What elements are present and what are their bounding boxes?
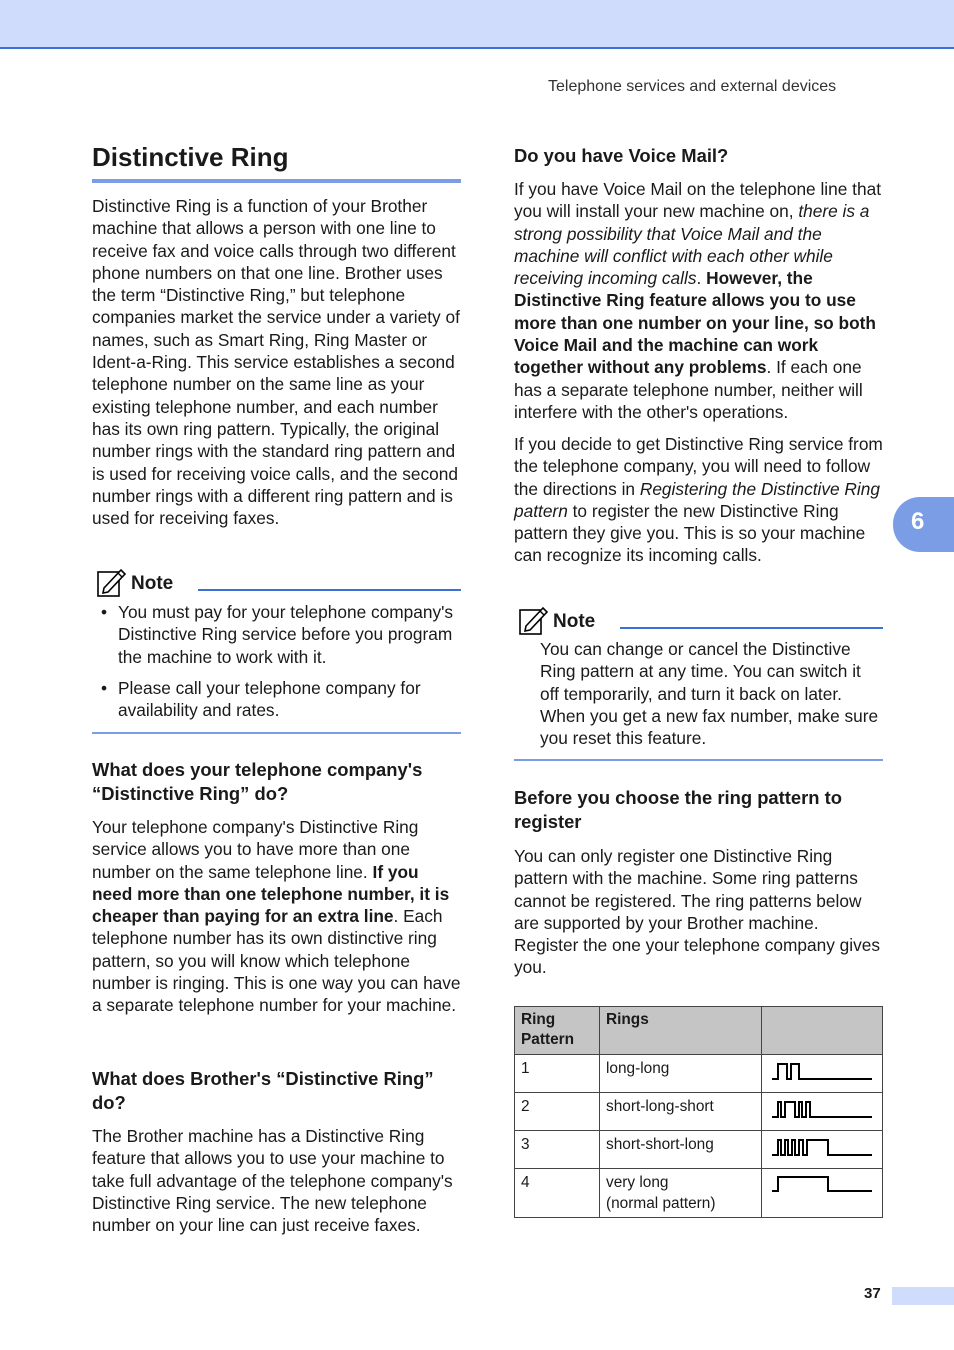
table-row xyxy=(515,1169,883,1218)
note-bullet-item xyxy=(101,601,462,668)
column-header-ring-pattern: Ring Pattern xyxy=(515,1007,600,1055)
ring-description: short-short-long xyxy=(600,1131,762,1169)
registering-link-text: Registering the Distinctive Ring pattern xyxy=(514,478,880,521)
register-paragraph: You can only register one Distinctive Ring pattern with the machine. Some ring patterns cannot be registered. The ring patterns below are supported by your Brother machine. Register the one your telephone company gives you. xyxy=(514,846,881,978)
vm-text: . xyxy=(696,268,707,289)
ring-waveform-cell xyxy=(762,1131,883,1169)
company-heading: What does your telephone company's “Distinctive Ring” do? xyxy=(92,759,423,804)
note-bottom-rule xyxy=(514,759,883,761)
ring-description: very long (normal pattern) xyxy=(600,1169,762,1218)
intro-paragraph: Distinctive Ring is a function of your Brother machine that allows a person with one line to receive fax and voice calls through two different phone numbers on that one line. Brother uses the term “Distinctive Ring,” but telephone companies market the service under a variety of names, such as Smart Ring, Ring Master or Ident-a-Ring. This service establishes a second telephone number on the same line as your existing telephone number, and each number has its own ring pattern. Typically, the original number rings with the standard ring pattern and is used for receiving voice calls, and the second number rings with a different ring pattern and is used for receiving faxes. xyxy=(92,196,460,529)
ring-pattern-number: 4 xyxy=(515,1169,600,1218)
note-bottom-rule xyxy=(92,732,461,734)
vm-text: If you decide to get Distinctive Ring service from the telephone company, you will need to follow the directions in xyxy=(514,434,883,499)
note-bullet-item xyxy=(101,677,462,722)
note-paragraph-right: You can change or cancel the Distinctive Ring pattern at any time. You can switch it off temporarily, and turn it back on later. When you get a new fax number, make sure you reset this feature. xyxy=(540,639,879,749)
table-header-row xyxy=(515,1007,883,1055)
short-short-long-waveform-icon xyxy=(762,1131,882,1162)
note-bullet-text: Please call your telephone company for availability and rates. xyxy=(118,678,421,721)
note-pencil-icon xyxy=(95,566,127,598)
chapter-number: 6 xyxy=(911,508,925,535)
ring-pattern-number: 3 xyxy=(515,1131,600,1169)
voicemail-paragraph-1 xyxy=(514,178,884,423)
company-paragraph xyxy=(92,816,462,1017)
note-bullet-text: You must pay for your telephone company's Distinctive Ring service before you program the machine to work with it. xyxy=(118,602,454,667)
top-header-band xyxy=(0,0,954,49)
note-label: Note xyxy=(131,573,174,594)
ring-description: long-long xyxy=(600,1055,762,1093)
long-long-waveform-icon xyxy=(762,1055,882,1086)
ring-description: short-long-short xyxy=(600,1093,762,1131)
ring-pattern-number: 2 xyxy=(515,1093,600,1131)
page-number: 37 xyxy=(864,1285,881,1302)
register-heading: Before you choose the ring pattern to register xyxy=(514,787,842,832)
table-row xyxy=(515,1093,883,1131)
company-bold-text: If you need more than one telephone number, it is cheaper than paying for an extra line xyxy=(92,861,450,927)
bullet-dot: • xyxy=(101,678,108,698)
vm-text: . If each one has a separate telephone number, neither will interfere with the other's operations. xyxy=(514,357,863,422)
vm-text: to register the new Distinctive Ring pattern they give you. This is so your machine can recognize its incoming calls. xyxy=(514,500,866,566)
vm-italic-text: there is a strong possibility that Voice Mail and the machine will conflict with each other while receiving incoming calls xyxy=(514,201,870,289)
ring-waveform-cell xyxy=(762,1093,883,1131)
brother-heading: What does Brother's “Distinctive Ring” do? xyxy=(92,1068,434,1113)
note-pencil-icon xyxy=(517,604,549,636)
ring-pattern-number: 1 xyxy=(515,1055,600,1093)
column-header-wave xyxy=(762,1007,883,1055)
table-row xyxy=(515,1131,883,1169)
company-text: Your telephone company's Distinctive Ring service allows you to have more than one number on the same telephone line. xyxy=(92,817,419,882)
table-row xyxy=(515,1055,883,1093)
page-number-bar xyxy=(892,1287,954,1305)
company-text-end: . Each telephone number has its own distinctive ring pattern, so you will know which telephone number is ringing. This is one way you can have a separate telephone number for your machine. xyxy=(92,906,461,1016)
voicemail-paragraph-2 xyxy=(514,433,884,567)
note-header-right xyxy=(517,604,883,638)
note-header-left xyxy=(95,566,461,600)
running-header: Telephone services and external devices xyxy=(548,78,837,95)
chapter-tab xyxy=(893,497,954,552)
brother-paragraph: The Brother machine has a Distinctive Ring feature that allows you to use your machine to take full advantage of the telephone company's Distinctive Ring service. The new telephone number on your line can just receive faxes. xyxy=(92,1126,453,1236)
vm-text: If you have Voice Mail on the telephone line that you will install your new machine on, xyxy=(514,179,881,222)
ring-waveform-cell xyxy=(762,1055,883,1093)
vm-bold-text: However, the Distinctive Ring feature allows you to use more than one number on your line, so both Voice Mail and the machine can work together without any problems xyxy=(514,268,876,378)
bullet-dot: • xyxy=(101,602,108,622)
ring-pattern-table xyxy=(514,1006,883,1218)
column-header-rings: Rings xyxy=(600,1007,762,1055)
note-header-line xyxy=(198,589,461,591)
voicemail-heading: Do you have Voice Mail? xyxy=(514,145,729,166)
note-header-line xyxy=(620,627,883,629)
ring-waveform-cell xyxy=(762,1169,883,1218)
very-long-waveform-icon xyxy=(762,1169,882,1209)
short-long-short-waveform-icon xyxy=(762,1093,882,1124)
note-label: Note xyxy=(553,611,596,632)
section-title: Distinctive Ring xyxy=(92,142,461,183)
